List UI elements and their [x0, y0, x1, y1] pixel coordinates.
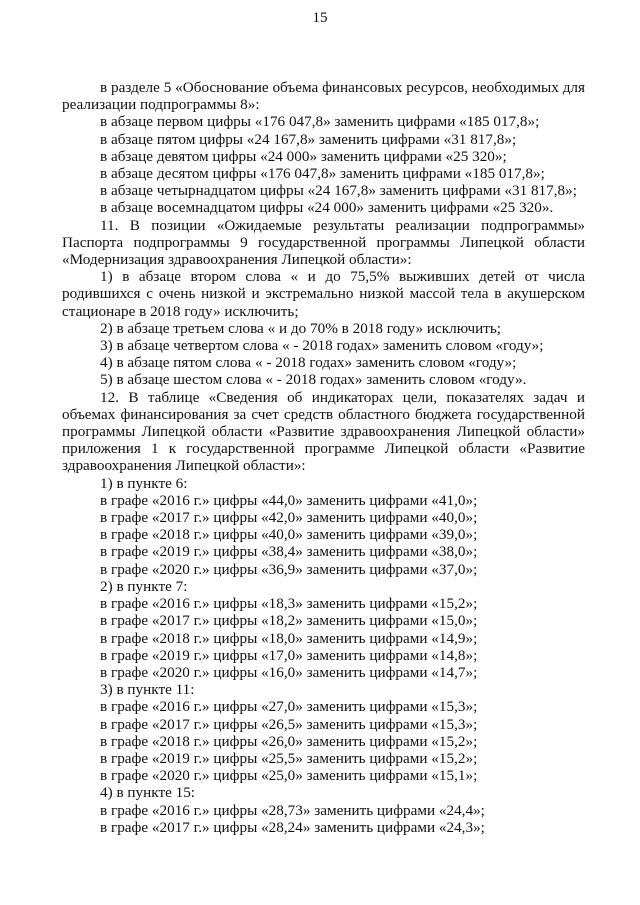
text-line: в абзаце пятом цифры «24 167,8» заменить цифрами «31 817,8»;: [100, 130, 517, 148]
text-line: в графе «2017 г.» цифры «42,0» заменить цифрами «40,0»;: [100, 509, 478, 527]
text-line: в абзаце восемнадцатом цифры «24 000» заменить цифрами «25 320».: [100, 199, 554, 217]
text-line: в графе «2016 г.» цифры «28,73» заменить цифрами «24,4»;: [100, 801, 485, 819]
text-line: 2) в пункте 7:: [100, 577, 188, 595]
text-line: 3) в пункте 11:: [100, 681, 195, 699]
text-line: 4) в абзаце пятом слова « - 2018 годах» заменить словом «году»;: [100, 354, 517, 372]
text-line: объемах финансирования за счет средств областного бюджета государственной: [62, 405, 585, 423]
text-line: 3) в абзаце четвертом слова « - 2018 годах» заменить словом «году»;: [100, 337, 544, 355]
text-line: в графе «2019 г.» цифры «25,5» заменить цифрами «15,2»;: [100, 749, 478, 767]
text-line: в разделе 5 «Обоснование объема финансовых ресурсов, необходимых для: [100, 79, 585, 96]
text-line: 5) в абзаце шестом слова « - 2018 годах» заменить словом «году».: [100, 371, 527, 389]
text-line: приложения 1 к государственной программе Липецкой области «Развитие: [62, 440, 585, 458]
text-line: в графе «2017 г.» цифры «28,24» заменить цифрами «24,3»;: [100, 818, 485, 836]
text-line: 1) в пункте 6:: [100, 474, 188, 492]
text-line: в графе «2019 г.» цифры «17,0» заменить цифрами «14,8»;: [100, 646, 478, 664]
text-line: родившихся с очень низкой и экстремально низкой массой тела в акушерском: [62, 285, 585, 303]
text-line: 1) в абзаце втором слова « и до 75,5% выживших детей от числа: [100, 268, 585, 286]
text-line: программы Липецкой области «Развитие здравоохранения Липецкой области»: [62, 423, 585, 441]
text-line: в графе «2020 г.» цифры «36,9» заменить цифрами «37,0»;: [100, 560, 478, 578]
text-line: 11. В позиции «Ожидаемые результаты реализации подпрограммы»: [100, 216, 585, 234]
page-number: 15: [312, 10, 328, 26]
text-line: в абзаце первом цифры «176 047,8» заменить цифрами «185 017,8»;: [100, 113, 540, 131]
text-line: стационаре в 2018 году» исключить;: [62, 302, 299, 320]
text-line: в абзаце девятом цифры «24 000» заменить цифрами «25 320»;: [100, 147, 507, 165]
text-line: в графе «2018 г.» цифры «18,0» заменить цифрами «14,9»;: [100, 629, 478, 647]
text-line: «Модернизация здравоохранения Липецкой области»:: [62, 251, 412, 269]
text-line: в абзаце десятом цифры «176 047,8» заменить цифрами «185 017,8»;: [100, 165, 545, 183]
text-line: в графе «2020 г.» цифры «16,0» заменить цифрами «14,7»;: [100, 663, 478, 681]
text-line: в графе «2018 г.» цифры «26,0» заменить цифрами «15,2»;: [100, 732, 478, 750]
text-line: здравоохранения Липецкой области»:: [62, 457, 306, 475]
text-line: Паспорта подпрограммы 9 государственной программы Липецкой области: [62, 233, 585, 251]
text-line: в абзаце четырнадцатом цифры «24 167,8» заменить цифрами «31 817,8»;: [100, 182, 577, 200]
text-line: реализации подпрограммы 8»:: [62, 96, 260, 114]
text-line: в графе «2017 г.» цифры «26,5» заменить цифрами «15,3»;: [100, 715, 478, 733]
text-line: в графе «2016 г.» цифры «18,3» заменить цифрами «15,2»;: [100, 595, 478, 613]
text-line: в графе «2017 г.» цифры «18,2» заменить цифрами «15,0»;: [100, 612, 478, 630]
text-line: в графе «2016 г.» цифры «44,0» заменить цифрами «41,0»;: [100, 491, 478, 509]
text-line: в графе «2019 г.» цифры «38,4» заменить цифрами «38,0»;: [100, 543, 478, 561]
text-line: 2) в абзаце третьем слова « и до 70% в 2018 году» исключить;: [100, 319, 502, 337]
text-line: в графе «2018 г.» цифры «40,0» заменить цифрами «39,0»;: [100, 526, 478, 544]
text-line: в графе «2016 г.» цифры «27,0» заменить цифрами «15,3»;: [100, 698, 478, 716]
text-line: 12. В таблице «Сведения об индикаторах цели, показателях задач и: [100, 388, 585, 406]
document-body: [62, 79, 585, 836]
text-line: 4) в пункте 15:: [100, 784, 196, 802]
text-line: в графе «2020 г.» цифры «25,0» заменить цифрами «15,1»;: [100, 767, 478, 785]
